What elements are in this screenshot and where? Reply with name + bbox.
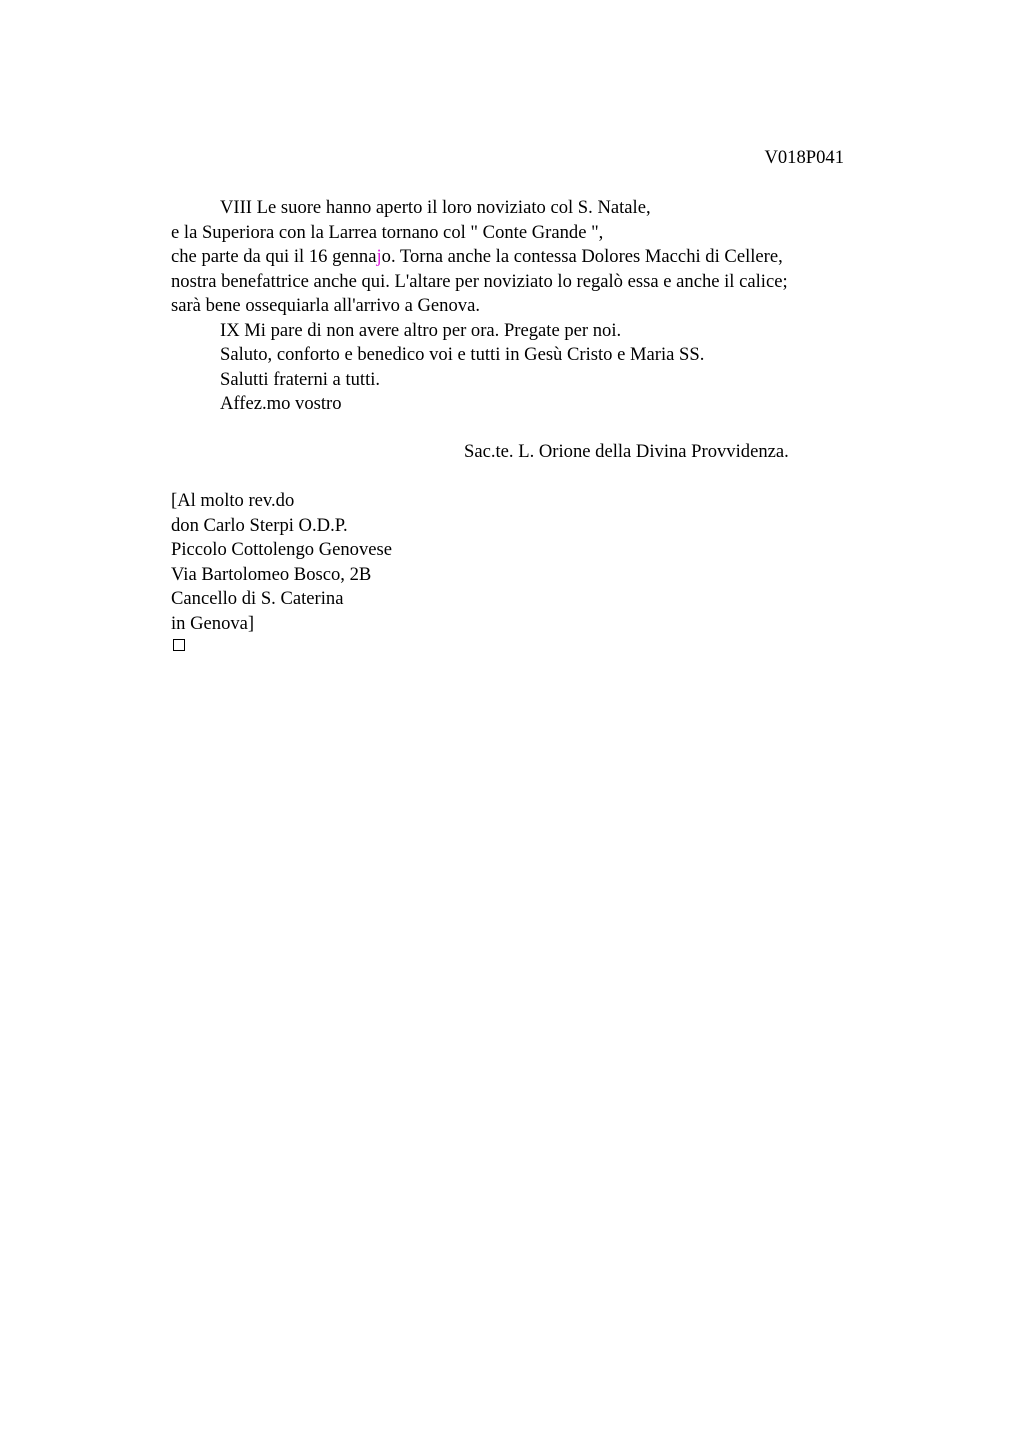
body-line: e la Superiora con la Larrea tornano col " Conte Grande ", <box>171 221 604 243</box>
page-id: V018P041 <box>764 147 844 168</box>
address-line: Via Bartolomeo Bosco, 2B <box>171 563 372 585</box>
address-line: in Genova] <box>171 612 255 634</box>
body-line <box>171 245 871 270</box>
body-line: Salutti fraterni a tutti. <box>220 368 381 390</box>
body-line: Saluto, conforto e benedico voi e tutti in Gesù Cristo e Maria SS. <box>220 344 705 365</box>
address-line: don Carlo Sterpi O.D.P. <box>171 514 348 536</box>
address-block <box>171 489 392 636</box>
body-line: sarà bene ossequiarla all'arrivo a Genova. <box>171 295 480 316</box>
address-line: Cancello di S. Caterina <box>171 588 344 609</box>
body-line: Affez.mo vostro <box>220 393 342 414</box>
body-line: VIII Le suore hanno aperto il loro noviziato col S. Natale, <box>220 197 651 218</box>
address-line: Piccolo Cottolengo Genovese <box>171 539 393 560</box>
body-line-text: o. Torna anche la contessa Dolores Macchi di Cellere, <box>381 246 783 267</box>
letter-body <box>171 196 871 417</box>
highlighted-char: j <box>376 246 382 267</box>
address-line: [Al molto rev.do <box>171 490 295 511</box>
end-box-icon <box>173 639 185 651</box>
body-line: nostra benefattrice anche qui. L'altare per noviziato lo regalò essa e anche il calice; <box>171 270 788 292</box>
signature: Sac.te. L. Orione della Divina Provvidenza. <box>464 441 789 462</box>
body-line-text: che parte da qui il 16 genna <box>171 246 377 267</box>
body-line: IX Mi pare di non avere altro per ora. Pregate per noi. <box>220 319 622 341</box>
